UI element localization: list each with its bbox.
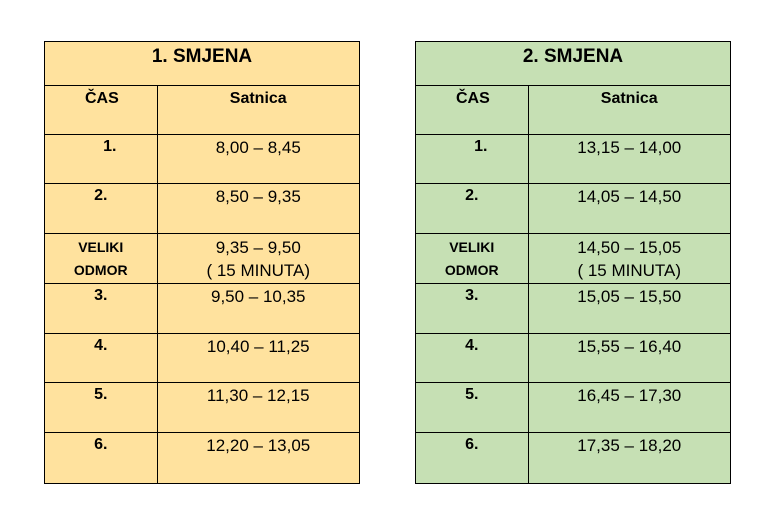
period-time: 9,50 – 10,35 <box>157 283 359 333</box>
shift1-schedule-table <box>44 41 360 484</box>
period-number: 2. <box>45 184 157 234</box>
break-duration-note: ( 15 MINUTA) <box>577 261 682 281</box>
period-time: 13,15 – 14,00 <box>528 134 730 184</box>
shift1-title: 1. SMJENA <box>45 42 359 85</box>
shift1-header-satnica: Satnica <box>157 85 359 134</box>
period-time: 8,50 – 9,35 <box>157 184 359 234</box>
period-time: 15,55 – 16,40 <box>528 333 730 383</box>
table-row <box>45 383 359 433</box>
break-time-range: 14,50 – 15,05 <box>577 238 682 258</box>
break-time <box>157 234 359 284</box>
period-number: 6. <box>416 433 528 483</box>
shift2-schedule-table <box>415 41 731 484</box>
shift2-header-cas: ČAS <box>416 85 528 134</box>
break-label <box>416 234 528 284</box>
table-row-break <box>416 234 730 284</box>
period-time: 16,45 – 17,30 <box>528 383 730 433</box>
break-label-line1: VELIKI <box>449 239 495 256</box>
table-row <box>45 134 359 184</box>
table-row <box>416 184 730 234</box>
period-number: 1. <box>45 134 157 184</box>
table-row <box>45 333 359 383</box>
period-time: 10,40 – 11,25 <box>157 333 359 383</box>
break-label-line1: VELIKI <box>78 239 124 256</box>
period-number: 3. <box>416 283 528 333</box>
period-time: 8,00 – 8,45 <box>157 134 359 184</box>
table-row-break <box>45 234 359 284</box>
period-number: 4. <box>416 333 528 383</box>
period-time: 14,05 – 14,50 <box>528 184 730 234</box>
table-row <box>45 283 359 333</box>
table-row <box>45 433 359 483</box>
shift2-header-satnica: Satnica <box>528 85 730 134</box>
period-number: 3. <box>45 283 157 333</box>
period-number: 5. <box>45 383 157 433</box>
shift1-header-cas: ČAS <box>45 85 157 134</box>
table-row <box>416 383 730 433</box>
break-time-range: 9,35 – 9,50 <box>215 238 301 258</box>
period-time: 12,20 – 13,05 <box>157 433 359 483</box>
period-time: 15,05 – 15,50 <box>528 283 730 333</box>
period-time: 11,30 – 12,15 <box>157 383 359 433</box>
period-number: 5. <box>416 383 528 433</box>
table-row <box>416 134 730 184</box>
period-number: 4. <box>45 333 157 383</box>
period-number: 1. <box>416 134 528 184</box>
table-row <box>416 433 730 483</box>
period-number: 6. <box>45 433 157 483</box>
break-label-line2: ODMOR <box>73 262 128 279</box>
table-row <box>416 283 730 333</box>
table-row <box>45 184 359 234</box>
break-label-line2: ODMOR <box>444 262 499 279</box>
break-time <box>528 234 730 284</box>
break-duration-note: ( 15 MINUTA) <box>206 261 311 281</box>
shift2-title: 2. SMJENA <box>416 42 730 85</box>
period-time: 17,35 – 18,20 <box>528 433 730 483</box>
table-row <box>416 333 730 383</box>
break-label <box>45 234 157 284</box>
period-number: 2. <box>416 184 528 234</box>
